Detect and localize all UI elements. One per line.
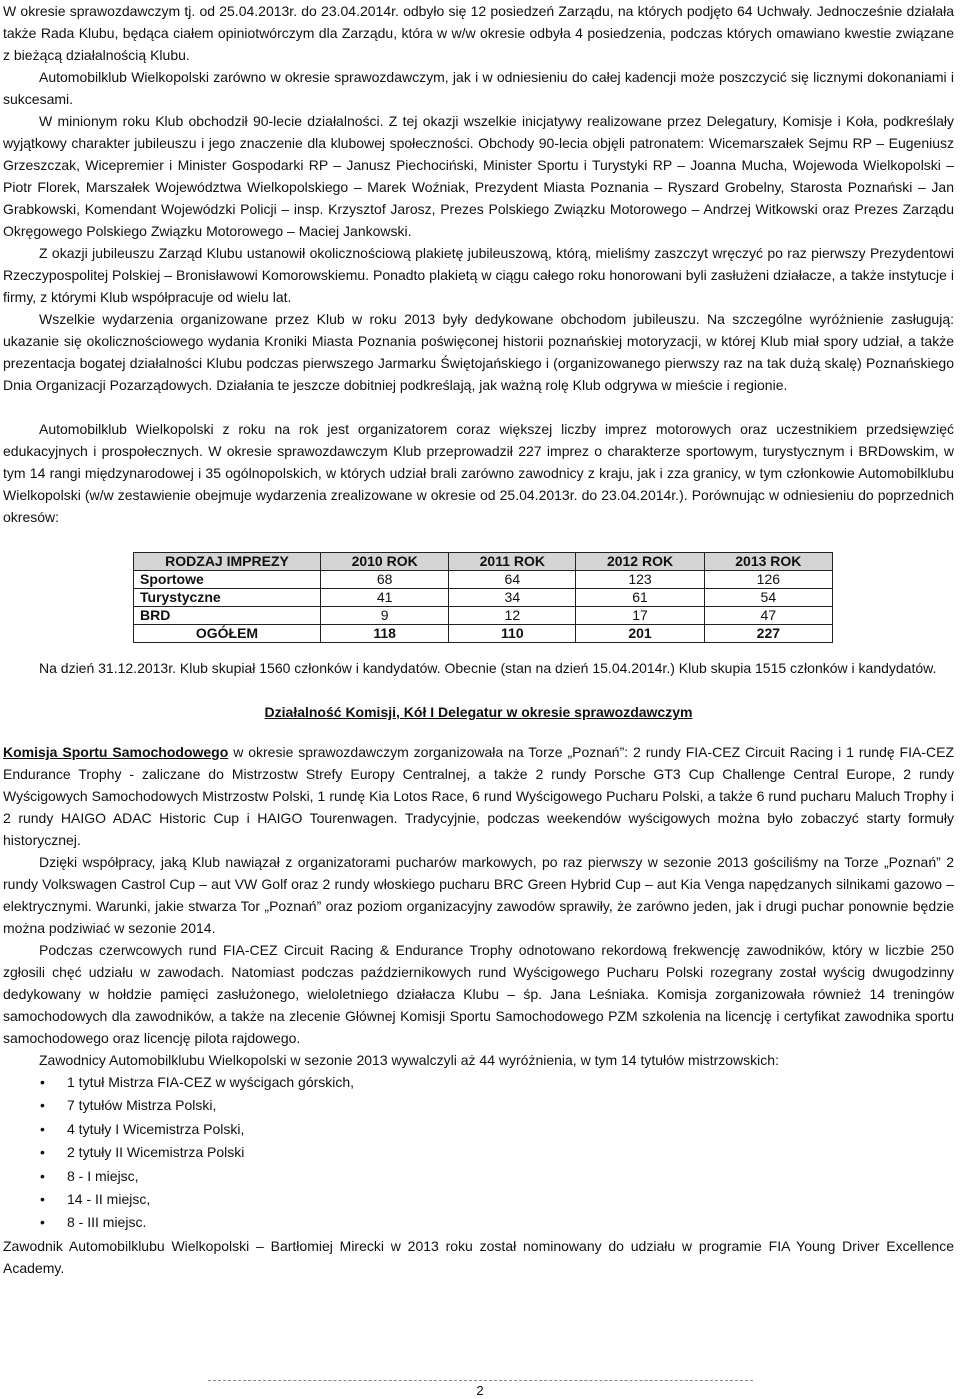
column-header-2010: 2010 ROK xyxy=(321,553,449,571)
list-item xyxy=(40,1188,954,1211)
total-cell: 110 xyxy=(449,625,576,643)
bullet-icon: • xyxy=(40,1097,45,1114)
table-cell: 47 xyxy=(704,607,832,625)
column-header-2012: 2012 ROK xyxy=(576,553,704,571)
footer-divider xyxy=(208,1380,753,1381)
bullet-icon: • xyxy=(40,1191,45,1208)
list-item-text: 7 tytułów Mistrza Polski, xyxy=(67,1097,217,1114)
row-label: Turystyczne xyxy=(134,589,321,607)
paragraph-brand-cups: Dzięki współpracy, jaką Klub nawiązał z organizatorami pucharów markowych, po raz pierwszy w sezonie 2013 gościliśmy na Torze „Poznań” 2 rundy Volkswagen Castrol Cup – aut VW Golf oraz 2 rundy włoskiego pucharu BRC Green Hybrid Cup – aut Kia Venga napędzanych silnikami gazowo – elektrycznymi. Warunki, jakie stwarza Tor „Poznań” oraz poziom organizacyjny zawodów sprawiły, że zarówno jeden, jak i drugi puchar ponownie będzie można podziwiać w sezonie 2014. xyxy=(3,854,954,936)
list-item-text: 8 - III miejsc. xyxy=(67,1214,147,1231)
bullet-icon: • xyxy=(40,1074,45,1090)
table-cell: 41 xyxy=(321,589,449,607)
events-comparison-table xyxy=(133,552,833,643)
paragraph-events-summary: Automobilklub Wielkopolski z roku na rok jest organizatorem coraz większej liczby imprez motorowych oraz uczestnikiem przedsięwzięć edukacyjnych i prospołecznych. W okresie sprawozdawczym Klub przeprowadził 227 imprez o charakterze sportowym, turystycznym i BRDowskim, w tym 14 rangi międzynarodowej i 35 ogólnopolskich, w których udział brali zarówno zawodnicy z kraju, jak i zza granicy, w tym członkowie Automobilklubu Wielkopolski (w/w zestawienie obejmuje wydarzenia zrealizowane w okresie od 25.04.2013r. do 23.04.2014r.). Porównując w odniesieniu do poprzednich okresów: xyxy=(3,421,954,525)
row-label: BRD xyxy=(134,607,321,625)
table-cell: 64 xyxy=(449,571,576,589)
table-cell: 54 xyxy=(704,589,832,607)
list-item-text: 8 - I miejsc, xyxy=(67,1167,139,1184)
paragraph-june-rounds: Podczas czerwcowych rund FIA-CEZ Circuit Racing & Endurance Trophy odnotowano rekordową frekwencję zawodników, który w liczbie 250 zgłosili chęć udziału w zawodach. Natomiast podczas październikowych rund Wyścigowego Pucharu Polski rozegrany został wyścig dwugodzinny dedykowany w hołdzie pamięci zasłużonego, wieloletniego działacza Klubu – śp. Jana Leśniaka. Komisja zorganizowała również 14 treningów samochodowych dla zawodników, a także na zlecenie Głównej Komisji Sportu Samochodowego PZM szkolenia na licencję i certyfikat zawodnika sportu samochodowego oraz licencję pilota rajdowego. xyxy=(3,942,954,1046)
table-total-row xyxy=(134,625,833,643)
total-cell: 227 xyxy=(704,625,832,643)
total-label: OGÓŁEM xyxy=(134,625,321,643)
commission-intro-text: w okresie sprawozdawczym zorganizowała na Torze „Poznań”: 2 rundy FIA-CEZ Circuit Racing i 1 rundę FIA-CEZ Endurance Trophy - zaliczane do Mistrzostw Strefy Europy Centralnej, a także 2 rundy Porsche GT3 Cup Challenge Central Europe, 2 rundy Wyścigowych Samochodowych Mistrzostw Polski, 1 rundę Kia Lotos Race, 6 rund Wyścigowego Pucharu Polski, a także 6 rund pucharu Maluch Trophy i 2 rundy HAIGO ADAC Historic Cup i HAIGO Tourenwagen. Tradycyjnie, podczas weekendów wyścigowych można było zobaczyć starty formuły historycznej. xyxy=(3,744,954,848)
total-cell: 201 xyxy=(576,625,704,643)
table-cell: 123 xyxy=(576,571,704,589)
column-header-event-type: RODZAJ IMPREZY xyxy=(134,553,321,571)
paragraph-commission-intro xyxy=(3,741,954,851)
table-cell: 126 xyxy=(704,571,832,589)
table-cell: 9 xyxy=(321,607,449,625)
table-row xyxy=(134,607,833,625)
page-number: 2 xyxy=(476,1383,484,1398)
paragraph-young-driver: Zawodnik Automobilklubu Wielkopolski – Bartłomiej Mirecki w 2013 roku został nominowany do udziału w programie FIA Young Driver Excellence Academy. xyxy=(3,1237,954,1276)
list-item xyxy=(40,1094,954,1117)
row-label: Sportowe xyxy=(134,571,321,589)
bullet-icon: • xyxy=(40,1214,45,1231)
paragraph-membership: Na dzień 31.12.2013r. Klub skupiał 1560 członków i kandydatów. Obecnie (stan na dzień 15.04.2014r.) Klub skupia 1515 członków i kandydatów. xyxy=(39,660,937,676)
table-cell: 68 xyxy=(321,571,449,589)
paragraph-jubilee-plaque: Z okazji jubileuszu Zarząd Klubu ustanowił okolicznościową plakietę jubileuszową, którą, mieliśmy zaszczyt wręczyć po raz pierwszy Prezydentowi Rzeczypospolitej Polskiej – Bronisławowi Komorowskiemu. Ponadto plakietą w ciągu całego roku honorowani byli zasłużeni działacze, a także instytucje i firmy, z którymi Klub współpracuje od wielu lat. xyxy=(3,245,954,305)
list-item-text: 2 tytuły II Wicemistrza Polski xyxy=(67,1144,245,1161)
list-item xyxy=(40,1071,954,1094)
commission-name: Komisja Sportu Samochodowego xyxy=(3,744,229,760)
paragraph-jubilee-events: Wszelkie wydarzenia organizowane przez Klub w roku 2013 były dedykowane obchodom jubileuszu. Na szczególne wyróżnienie zasługują: ukazanie się okolicznościowego wydania Kroniki Miasta Poznania poświęconej historii poznańskiej motoryzacji, w której Klub miał spory udział, a także prezentacja bogatej działalności Klubu podczas pierwszego Jarmarku Świętojańskiego i (organizowanego pierwszy raz na tak dużą skalę) Poznańskiego Dnia Organizacji Pozarządowych. Działania te jeszcze dobitniej podkreślają, jak ważną rolę Klub odgrywa w mieście i regionie. xyxy=(3,311,954,393)
list-item xyxy=(40,1141,954,1164)
table-row xyxy=(134,589,833,607)
events-table-wrapper xyxy=(3,528,954,649)
total-cell: 118 xyxy=(321,625,449,643)
section-title: Działalność Komisji, Kół I Delegatur w okresie sprawozdawczym xyxy=(264,704,693,720)
bullet-icon: • xyxy=(40,1120,45,1137)
column-header-2013: 2013 ROK xyxy=(704,553,832,571)
paragraph-board-meetings: W okresie sprawozdawczym tj. od 25.04.2013r. do 23.04.2014r. odbyło się 12 posiedzeń Zarządu, na których podjęto 64 Uchwały. Jednocześnie działała także Rada Klubu, będąca ciałem opiniotwórczym dla Zarządu, która w w/w okresie odbyła 4 posiedzenia, podczas których omawiano kwestie związane z bieżącą działalnością Klubu. xyxy=(3,3,954,63)
list-item-text: 4 tytuły I Wicemistrza Polski, xyxy=(67,1120,245,1137)
list-item xyxy=(40,1118,954,1141)
bullet-icon: • xyxy=(40,1167,45,1184)
table-row xyxy=(134,571,833,589)
list-item-text: 14 - II miejsc, xyxy=(67,1191,151,1208)
list-item xyxy=(40,1165,954,1188)
list-item-text: 1 tytuł Mistrza FIA-CEZ w wyścigach górskich, xyxy=(67,1074,355,1090)
list-item xyxy=(40,1211,954,1234)
bullet-icon: • xyxy=(40,1144,45,1161)
table-cell: 12 xyxy=(449,607,576,625)
table-header-row xyxy=(134,553,833,571)
paragraph-results-intro: Zawodnicy Automobilklubu Wielkopolski w sezonie 2013 wywalczyli aż 44 wyróżnienia, w tym 14 tytułów mistrzowskich: xyxy=(39,1052,779,1068)
paragraph-achievements: Automobilklub Wielkopolski zarówno w okresie sprawozdawczym, jak i w odniesieniu do całej kadencji może poszczycić się licznymi dokonaniami i sukcesami. xyxy=(3,69,954,107)
table-cell: 17 xyxy=(576,607,704,625)
column-header-2011: 2011 ROK xyxy=(449,553,576,571)
results-list xyxy=(3,1071,954,1235)
table-cell: 34 xyxy=(449,589,576,607)
spacer xyxy=(3,396,954,418)
paragraph-90th-anniversary: W minionym roku Klub obchodził 90-lecie działalności. Z tej okazji wszelkie inicjatywy realizowane przez Delegatury, Komisje i Koła, podkreślały wyjątkowy charakter jubileuszu i jego znaczenie dla klubowej społeczności. Obchody 90-lecia objęli patronatem: Wicemarszałek Sejmu RP – Eugeniusz Grzeszczak, Wicepremier i Minister Gospodarki RP – Janusz Piechociński, Minister Sportu i Turystyki RP – Joanna Mucha, Wojewoda Wielkopolski – Piotr Florek, Marszałek Województwa Wielkopolskiego – Marek Woźniak, Prezydent Miasta Poznania – Ryszard Grobelny, Starosta Poznański – Jan Grabkowski, Komendant Wojewódzki Policji – insp. Krzysztof Jarosz, Prezes Polskiego Związku Motorowego – Andrzej Witkowski oraz Prezes Zarządu Okręgowego Polskiego Związku Motorowego – Maciej Jankowski. xyxy=(3,113,954,239)
table-cell: 61 xyxy=(576,589,704,607)
